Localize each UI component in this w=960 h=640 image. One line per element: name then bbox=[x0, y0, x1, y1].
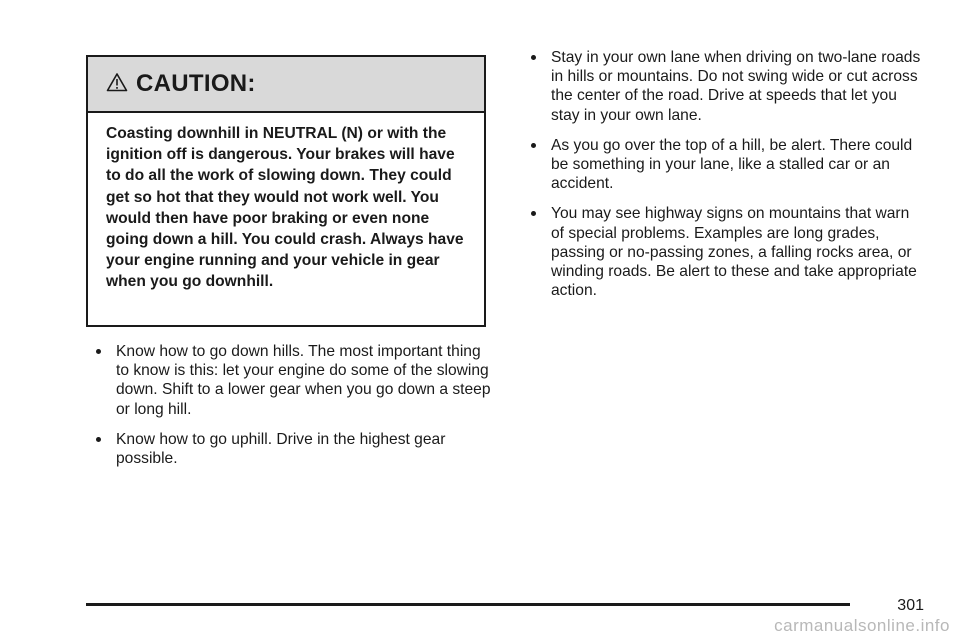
bullet-dot-icon bbox=[531, 55, 536, 60]
bullet-dot-icon bbox=[96, 349, 101, 354]
bullet-text: Know how to go down hills. The most important thing to know is this: let your engine do some of the slowing down. Shift to a lower gear when you go down a steep or long hill. bbox=[116, 343, 491, 418]
watermark: carmanualsonline.info bbox=[774, 616, 950, 635]
bullet-text: You may see highway signs on mountains that warn of special problems. Examples are long grades, passing or no-passing zones, a falling rocks area, or winding roads. Be alert to these and take appropriate action. bbox=[551, 205, 917, 300]
warning-triangle-icon bbox=[106, 72, 136, 97]
bullet-dot-icon bbox=[531, 211, 536, 216]
bullet-text: Stay in your own lane when driving on two-lane roads in hills or mountains. Do not swing wide or cut across the center of the road. Drive at speeds that let you stay in your own lane. bbox=[551, 49, 921, 124]
list-item bbox=[96, 430, 492, 468]
list-item bbox=[531, 48, 923, 125]
list-item bbox=[531, 136, 923, 194]
bullet-dot-icon bbox=[531, 143, 536, 148]
right-bullet-list bbox=[531, 48, 923, 311]
caution-text: Coasting downhill in NEUTRAL (N) or with the ignition off is dangerous. Your brakes will have to do all the work of slowing down. They could get so hot that they would not work well. You would then have poor braking or even none going down a hill. You could crash. Always have your engine running and your vehicle in gear when you go downhill. bbox=[106, 125, 464, 291]
bullet-dot-icon bbox=[96, 437, 101, 442]
footer-rule bbox=[86, 603, 850, 606]
caution-title: CAUTION: bbox=[136, 70, 256, 97]
left-bullet-list bbox=[96, 342, 492, 479]
caution-header bbox=[88, 57, 484, 113]
list-item bbox=[531, 204, 923, 300]
caution-box bbox=[86, 55, 486, 327]
page-number: 301 bbox=[897, 597, 924, 614]
list-item bbox=[96, 342, 492, 419]
bullet-text: As you go over the top of a hill, be alert. There could be something in your lane, like a stalled car or an accident. bbox=[551, 136, 913, 193]
bullet-text: Know how to go uphill. Drive in the highest gear possible. bbox=[116, 430, 446, 468]
